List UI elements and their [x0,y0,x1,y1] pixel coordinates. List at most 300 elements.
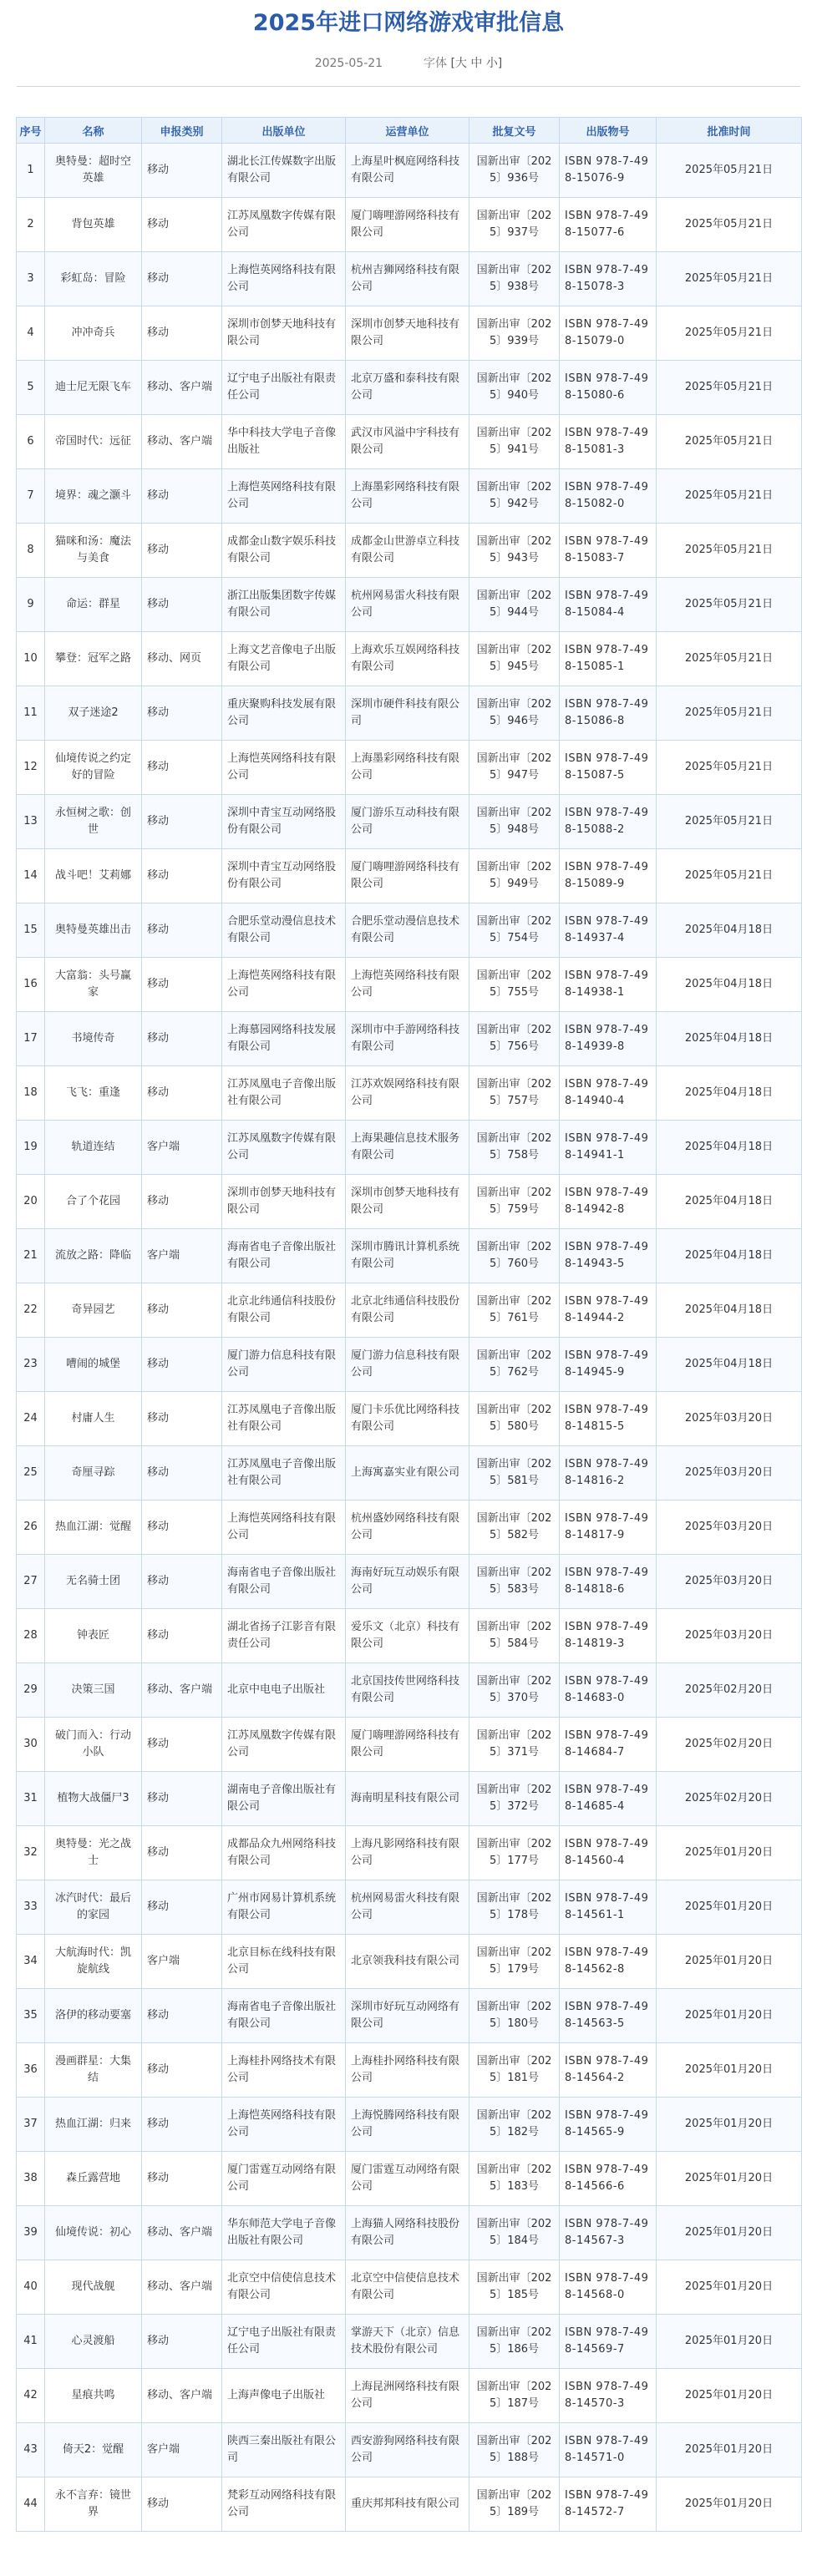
isbn: ISBN 978-7-498-14685-4 [560,1772,657,1826]
publisher: 上海文艺音像电子出版有限公司 [222,632,346,686]
game-name: 冲冲奇兵 [45,306,142,361]
approval-number: 国新出审〔2025〕760号 [469,1229,560,1283]
approval-number: 国新出审〔2025〕178号 [469,1880,560,1935]
row-number: 34 [17,1935,45,1989]
publisher: 上海恺英网络科技有限公司 [222,741,346,795]
game-name: 热血江湖：觉醒 [45,1501,142,1555]
isbn: ISBN 978-7-498-14939-8 [560,1012,657,1066]
operator: 厦门游力信息科技有限公司 [346,1338,469,1392]
table-row [17,2260,802,2315]
font-size-medium[interactable]: 中 [470,57,483,70]
table-row [17,1989,802,2043]
approval-date: 2025年01月20日 [657,2315,802,2369]
publisher: 上海慕园网络科技发展有限公司 [222,1012,346,1066]
isbn: ISBN 978-7-498-14817-9 [560,1501,657,1555]
approval-date: 2025年05月21日 [657,469,802,524]
row-number: 30 [17,1718,45,1772]
approval-number: 国新出审〔2025〕581号 [469,1446,560,1501]
operator: 合肥乐堂动漫信息技术有限公司 [346,903,469,958]
table-row [17,1338,802,1392]
font-size-large[interactable]: [大 [450,57,467,70]
publisher: 江苏凤凰电子音像出版社有限公司 [222,1066,346,1121]
operator: 西安游狗网络科技有限公司 [346,2423,469,2477]
game-name: 森丘露营地 [45,2152,142,2206]
category: 移动、客户端 [142,2369,222,2423]
header-no: 序号 [17,118,45,144]
header-approval-no: 批复文号 [469,118,560,144]
isbn: ISBN 978-7-498-14564-2 [560,2043,657,2098]
operator: 上海墨彩网络科技有限公司 [346,469,469,524]
category: 移动 [142,306,222,361]
game-name: 破门而入：行动小队 [45,1718,142,1772]
game-name: 战斗吧！艾莉娜 [45,849,142,903]
row-number: 14 [17,849,45,903]
publisher: 北京空中信使信息技术有限公司 [222,2260,346,2315]
table-header-row [17,118,802,144]
operator: 杭州盛妙网络科技有限公司 [346,1501,469,1555]
publisher: 合肥乐堂动漫信息技术有限公司 [222,903,346,958]
game-name: 流放之路：降临 [45,1229,142,1283]
operator: 上海欢乐互娱网络科技有限公司 [346,632,469,686]
publisher: 上海恺英网络科技有限公司 [222,1501,346,1555]
game-name: 奇异园艺 [45,1283,142,1338]
isbn: ISBN 978-7-498-15078-3 [560,252,657,306]
publisher: 成都金山数字娱乐科技有限公司 [222,524,346,578]
approval-number: 国新出审〔2025〕943号 [469,524,560,578]
publisher: 辽宁电子出版社有限责任公司 [222,2315,346,2369]
game-name: 轨道连结 [45,1121,142,1175]
publisher: 广州市网易计算机系统有限公司 [222,1880,346,1935]
isbn: ISBN 978-7-498-14942-8 [560,1175,657,1229]
row-number: 8 [17,524,45,578]
operator: 上海昆洲网络科技有限公司 [346,2369,469,2423]
approval-date: 2025年01月20日 [657,2260,802,2315]
table-row [17,1609,802,1663]
approval-number: 国新出审〔2025〕944号 [469,578,560,632]
table-row [17,306,802,361]
header-type: 申报类别 [142,118,222,144]
row-number: 43 [17,2423,45,2477]
publisher: 华东师范大学电子音像出版社有限公司 [222,2206,346,2260]
row-number: 39 [17,2206,45,2260]
approval-number: 国新出审〔2025〕949号 [469,849,560,903]
isbn: ISBN 978-7-498-14571-0 [560,2423,657,2477]
game-name: 奥特曼：光之战士 [45,1826,142,1880]
row-number: 4 [17,306,45,361]
category: 移动 [142,524,222,578]
table-row [17,1826,802,1880]
game-name: 洛伊的移动要塞 [45,1989,142,2043]
table-row [17,741,802,795]
isbn: ISBN 978-7-498-14944-2 [560,1283,657,1338]
approval-date: 2025年01月20日 [657,1880,802,1935]
publisher: 江苏凤凰数字传媒有限公司 [222,1718,346,1772]
category: 移动 [142,2098,222,2152]
game-name: 奇厘寻踪 [45,1446,142,1501]
approval-number: 国新出审〔2025〕940号 [469,361,560,415]
category: 客户端 [142,1121,222,1175]
publisher: 深圳中青宝互动网络股份有限公司 [222,795,346,849]
game-name: 心灵渡船 [45,2315,142,2369]
isbn: ISBN 978-7-498-14569-7 [560,2315,657,2369]
row-number: 22 [17,1283,45,1338]
game-name: 倚天2：觉醒 [45,2423,142,2477]
category: 移动、网页 [142,632,222,686]
approval-number: 国新出审〔2025〕371号 [469,1718,560,1772]
approval-date: 2025年01月20日 [657,1935,802,1989]
approval-number: 国新出审〔2025〕755号 [469,958,560,1012]
row-number: 5 [17,361,45,415]
row-number: 17 [17,1012,45,1066]
publisher: 海南省电子音像出版社有限公司 [222,1989,346,2043]
approval-date: 2025年05月21日 [657,524,802,578]
approval-date: 2025年03月20日 [657,1555,802,1609]
category: 客户端 [142,1229,222,1283]
row-number: 38 [17,2152,45,2206]
row-number: 33 [17,1880,45,1935]
table-row [17,632,802,686]
meta-bar [0,47,817,80]
category: 移动 [142,144,222,198]
isbn: ISBN 978-7-498-14566-6 [560,2152,657,2206]
isbn: ISBN 978-7-498-15080-6 [560,361,657,415]
table-row [17,2369,802,2423]
isbn: ISBN 978-7-498-15084-4 [560,578,657,632]
isbn: ISBN 978-7-498-14560-4 [560,1826,657,1880]
category: 移动、客户端 [142,361,222,415]
category: 移动 [142,1555,222,1609]
approval-number: 国新出审〔2025〕936号 [469,144,560,198]
isbn: ISBN 978-7-498-14818-6 [560,1555,657,1609]
category: 移动 [142,1338,222,1392]
category: 移动 [142,1283,222,1338]
category: 移动 [142,2043,222,2098]
approval-date: 2025年02月20日 [657,1718,802,1772]
approval-date: 2025年01月20日 [657,2043,802,2098]
approval-table [16,117,802,2532]
row-number: 10 [17,632,45,686]
publisher: 华中科技大学电子音像出版社 [222,415,346,469]
publisher: 上海恺英网络科技有限公司 [222,469,346,524]
isbn: ISBN 978-7-498-14684-7 [560,1718,657,1772]
game-name: 彩虹岛：冒险 [45,252,142,306]
game-name: 命运：群星 [45,578,142,632]
approval-date: 2025年04月18日 [657,1338,802,1392]
table-row [17,469,802,524]
table-row [17,2477,802,2532]
approval-number: 国新出审〔2025〕189号 [469,2477,560,2532]
row-number: 13 [17,795,45,849]
operator: 厦门卡乐优比网络科技有限公司 [346,1392,469,1446]
category: 移动、客户端 [142,2206,222,2260]
isbn: ISBN 978-7-498-14570-3 [560,2369,657,2423]
row-number: 12 [17,741,45,795]
game-name: 合了个花园 [45,1175,142,1229]
category: 移动 [142,1609,222,1663]
title-divider [17,86,800,87]
approval-number: 国新出审〔2025〕186号 [469,2315,560,2369]
game-name: 冰汽时代：最后的家园 [45,1880,142,1935]
approval-number: 国新出审〔2025〕937号 [469,198,560,252]
approval-number: 国新出审〔2025〕188号 [469,2423,560,2477]
row-number: 24 [17,1392,45,1446]
operator: 杭州网易雷火科技有限公司 [346,578,469,632]
game-name: 双子迷途2 [45,686,142,741]
game-name: 奥特曼英雄出击 [45,903,142,958]
approval-number: 国新出审〔2025〕758号 [469,1121,560,1175]
approval-number: 国新出审〔2025〕945号 [469,632,560,686]
approval-number: 国新出审〔2025〕177号 [469,1826,560,1880]
row-number: 41 [17,2315,45,2369]
row-number: 29 [17,1663,45,1718]
approval-number: 国新出审〔2025〕947号 [469,741,560,795]
operator: 深圳市硬件科技有限公司 [346,686,469,741]
row-number: 20 [17,1175,45,1229]
isbn: ISBN 978-7-498-15088-2 [560,795,657,849]
table-row [17,1880,802,1935]
category: 移动 [142,686,222,741]
isbn: ISBN 978-7-498-14568-0 [560,2260,657,2315]
row-number: 28 [17,1609,45,1663]
isbn: ISBN 978-7-498-15086-8 [560,686,657,741]
publisher: 浙江出版集团数字传媒有限公司 [222,578,346,632]
table-row [17,2098,802,2152]
isbn: ISBN 978-7-498-14567-3 [560,2206,657,2260]
operator: 上海墨彩网络科技有限公司 [346,741,469,795]
category: 移动 [142,2152,222,2206]
table-row [17,849,802,903]
approval-number: 国新出审〔2025〕757号 [469,1066,560,1121]
approval-date: 2025年01月20日 [657,1826,802,1880]
table-row [17,1501,802,1555]
table-row [17,198,802,252]
operator: 深圳市腾讯计算机系统有限公司 [346,1229,469,1283]
operator: 武汉市风溢中宇科技有限公司 [346,415,469,469]
category: 移动 [142,903,222,958]
approval-number: 国新出审〔2025〕179号 [469,1935,560,1989]
category: 移动 [142,1826,222,1880]
category: 客户端 [142,1935,222,1989]
approval-number: 国新出审〔2025〕756号 [469,1012,560,1066]
approval-date: 2025年04月18日 [657,1121,802,1175]
approval-date: 2025年04月18日 [657,958,802,1012]
header-operator: 运营单位 [346,118,469,144]
game-name: 热血江湖：归来 [45,2098,142,2152]
publisher: 厦门雷霆互动网络有限公司 [222,2152,346,2206]
header-publisher: 出版单位 [222,118,346,144]
category: 客户端 [142,2423,222,2477]
approval-date: 2025年05月21日 [657,415,802,469]
game-name: 迪士尼无限飞车 [45,361,142,415]
table-row [17,1718,802,1772]
game-name: 嘈闹的城堡 [45,1338,142,1392]
approval-date: 2025年04月18日 [657,903,802,958]
table-row [17,1663,802,1718]
row-number: 15 [17,903,45,958]
approval-date: 2025年05月21日 [657,144,802,198]
game-name: 猫咪和汤：魔法与美食 [45,524,142,578]
approval-number: 国新出审〔2025〕582号 [469,1501,560,1555]
operator: 上海果趣信息技术服务有限公司 [346,1121,469,1175]
approval-number: 国新出审〔2025〕185号 [469,2260,560,2315]
publisher: 海南省电子音像出版社有限公司 [222,1555,346,1609]
row-number: 19 [17,1121,45,1175]
approval-number: 国新出审〔2025〕939号 [469,306,560,361]
operator: 深圳市中手游网络科技有限公司 [346,1012,469,1066]
operator: 上海桂扑网络科技有限公司 [346,2043,469,2098]
page-title: 2025年进口网络游戏审批信息 [252,10,565,36]
game-name: 永恒树之歌：创世 [45,795,142,849]
game-name: 植物大战僵尸3 [45,1772,142,1826]
isbn: ISBN 978-7-498-14943-5 [560,1229,657,1283]
approval-date: 2025年03月20日 [657,1501,802,1555]
approval-date: 2025年04月18日 [657,1012,802,1066]
operator: 海南明星科技有限公司 [346,1772,469,1826]
approval-date: 2025年05月21日 [657,741,802,795]
publisher: 深圳市创梦天地科技有限公司 [222,306,346,361]
publisher: 上海恺英网络科技有限公司 [222,958,346,1012]
approval-date: 2025年01月20日 [657,2369,802,2423]
row-number: 23 [17,1338,45,1392]
table-row [17,2043,802,2098]
operator: 上海猫人网络科技股份有限公司 [346,2206,469,2260]
category: 移动 [142,252,222,306]
operator: 杭州网易雷火科技有限公司 [346,1880,469,1935]
approval-date: 2025年05月21日 [657,632,802,686]
header-name: 名称 [45,118,142,144]
publisher: 湖南电子音像出版社有限公司 [222,1772,346,1826]
row-number: 44 [17,2477,45,2532]
publisher: 重庆聚购科技发展有限公司 [222,686,346,741]
table-body [17,144,802,2532]
isbn: ISBN 978-7-498-15087-5 [560,741,657,795]
operator: 深圳市好玩互动网络有限公司 [346,1989,469,2043]
approval-number: 国新出审〔2025〕584号 [469,1609,560,1663]
publisher: 北京中电电子出版社 [222,1663,346,1718]
category: 移动 [142,1772,222,1826]
isbn: ISBN 978-7-498-14945-9 [560,1338,657,1392]
header-date: 批准时间 [657,118,802,144]
font-size-label: 字体 [423,57,447,70]
row-number: 1 [17,144,45,198]
operator: 爱乐文（北京）科技有限公司 [346,1609,469,1663]
isbn: ISBN 978-7-498-15089-9 [560,849,657,903]
game-name: 大航海时代：凯旋航线 [45,1935,142,1989]
approval-number: 国新出审〔2025〕370号 [469,1663,560,1718]
row-number: 11 [17,686,45,741]
table-row [17,524,802,578]
approval-date: 2025年01月20日 [657,2098,802,2152]
category: 移动 [142,741,222,795]
game-name: 仙境传说：初心 [45,2206,142,2260]
isbn: ISBN 978-7-498-15076-9 [560,144,657,198]
approval-number: 国新出审〔2025〕946号 [469,686,560,741]
table-row [17,361,802,415]
game-name: 村庸人生 [45,1392,142,1446]
publisher: 陕西三秦出版社有限公司 [222,2423,346,2477]
approval-date: 2025年05月21日 [657,795,802,849]
approval-date: 2025年01月20日 [657,1989,802,2043]
approval-number: 国新出审〔2025〕181号 [469,2043,560,2098]
font-size-small[interactable]: 小] [485,57,503,70]
row-number: 42 [17,2369,45,2423]
operator: 上海悦腾网络科技有限公司 [346,2098,469,2152]
table-row [17,1012,802,1066]
isbn: ISBN 978-7-498-14683-0 [560,1663,657,1718]
approval-date: 2025年03月20日 [657,1446,802,1501]
approval-number: 国新出审〔2025〕182号 [469,2098,560,2152]
publisher: 辽宁电子出版社有限责任公司 [222,361,346,415]
approval-number: 国新出审〔2025〕942号 [469,469,560,524]
isbn: ISBN 978-7-498-14941-1 [560,1121,657,1175]
game-name: 仙境传说之约定好的冒险 [45,741,142,795]
game-name: 帝国时代：远征 [45,415,142,469]
publisher: 江苏凤凰数字传媒有限公司 [222,1121,346,1175]
game-name: 永不言弃：镜世界 [45,2477,142,2532]
isbn: ISBN 978-7-498-14938-1 [560,958,657,1012]
table-row [17,1121,802,1175]
approval-date: 2025年02月20日 [657,1772,802,1826]
row-number: 6 [17,415,45,469]
game-name: 书境传奇 [45,1012,142,1066]
category: 移动 [142,849,222,903]
category: 移动、客户端 [142,1663,222,1718]
approval-number: 国新出审〔2025〕580号 [469,1392,560,1446]
row-number: 7 [17,469,45,524]
publisher: 海南省电子音像出版社有限公司 [222,1229,346,1283]
publisher: 深圳市创梦天地科技有限公司 [222,1175,346,1229]
category: 移动 [142,578,222,632]
row-number: 26 [17,1501,45,1555]
approval-number: 国新出审〔2025〕187号 [469,2369,560,2423]
category: 移动 [142,1446,222,1501]
category: 移动 [142,1012,222,1066]
approval-number: 国新出审〔2025〕372号 [469,1772,560,1826]
game-name: 奥特曼：超时空英雄 [45,144,142,198]
table-row [17,1066,802,1121]
operator: 北京国技传世网络科技有限公司 [346,1663,469,1718]
approval-number: 国新出审〔2025〕183号 [469,2152,560,2206]
isbn: ISBN 978-7-498-14937-4 [560,903,657,958]
game-name: 决策三国 [45,1663,142,1718]
game-name: 无名骑士团 [45,1555,142,1609]
operator: 厦门嗨哩游网络科技有限公司 [346,1718,469,1772]
row-number: 25 [17,1446,45,1501]
isbn: ISBN 978-7-498-14563-5 [560,1989,657,2043]
publisher: 湖北长江传媒数字出版有限公司 [222,144,346,198]
approval-number: 国新出审〔2025〕583号 [469,1555,560,1609]
table-row [17,2206,802,2260]
approval-date: 2025年05月21日 [657,198,802,252]
publisher: 江苏凤凰电子音像出版社有限公司 [222,1446,346,1501]
approval-number: 国新出审〔2025〕762号 [469,1338,560,1392]
publisher: 湖北省扬子江影音有限责任公司 [222,1609,346,1663]
isbn: ISBN 978-7-498-14940-4 [560,1066,657,1121]
approval-number: 国新出审〔2025〕948号 [469,795,560,849]
publisher: 北京北纬通信科技股份有限公司 [222,1283,346,1338]
publisher: 成都品众九州网络科技有限公司 [222,1826,346,1880]
table-row [17,795,802,849]
approval-date: 2025年01月20日 [657,2206,802,2260]
game-name: 现代战舰 [45,2260,142,2315]
operator: 掌游天下（北京）信息技术股份有限公司 [346,2315,469,2369]
approval-date: 2025年05月21日 [657,686,802,741]
isbn: ISBN 978-7-498-15082-0 [560,469,657,524]
operator: 上海恺英网络科技有限公司 [346,958,469,1012]
row-number: 16 [17,958,45,1012]
game-name: 漫画群星：大集结 [45,2043,142,2098]
category: 移动 [142,1392,222,1446]
